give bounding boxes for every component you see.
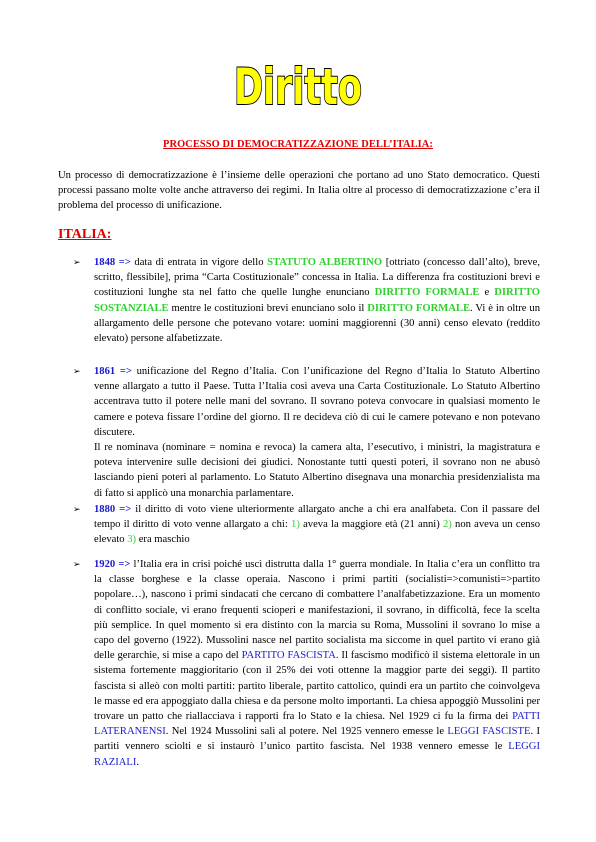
section-heading: ITALIA: — [58, 227, 112, 242]
highlight: PATTI LATERANENSI — [94, 711, 540, 738]
arrow-bullet-icon: ➢ — [73, 504, 81, 514]
item-text-continued: Il re nominava (nominare = nomina e revoca) la camera alta, l’esecutivo, i ministri, la magistratura e poteva intervenire sulle decisioni dei giudici. Nonostante tutti questi poteri, il sovrano non ne abusò lasciando pieni poteri al parlamento. Lo Statuto Albertino disegnava una monarchia presidenzialista ma di fatto si applicò una monarchia parlamentare. — [94, 442, 540, 499]
highlight: PARTITO FASCISTA — [241, 650, 336, 662]
list-number: 1) — [291, 519, 300, 531]
list-item — [58, 364, 540, 501]
highlight: DIRITTO FORMALE — [367, 302, 471, 314]
list-item — [58, 557, 540, 770]
list-number: 3) — [127, 534, 137, 546]
intro-paragraph: Un processo di democratizzazione è l’insieme delle operazioni che portano ad uno Stato democratico. Questi processi passano molte volte anche attraverso dei regimi. In Italia oltre al processo di democratizzazione c’era il problema del processo di unificazione. — [58, 170, 540, 212]
highlight: LEGGI FASCISTE — [447, 726, 531, 738]
item-text: 1880 => il diritto di voto viene ulteriormente allargato anche a chi era analfabeta. Con il passare del tempo il diritto di voto venne allargato a chi: 1) aveva la maggiore età (21 anni) 2) non aveva un censo elevato 3) era maschio — [94, 504, 540, 546]
highlight: DIRITTO FORMALE — [374, 287, 480, 299]
list-number: 2) — [442, 519, 452, 531]
arrow-bullet-icon: ➢ — [73, 257, 81, 267]
item-text: 1861 => unificazione del Regno d’Italia. Con l’unificazione del Regno d’Italia lo Statuto Albertino venne allargato a tutto il Paese. Tutta l’Italia così aveva una Carta Costituzionale. Lo Statuto Albertino accentrava tutto il potere nelle mani del sovrano. Il sovrano poteva convocare in qualsiasi momento le camere e poteva fissare l’ordine del giorno. Il re decideva ciò di cui le camere potevano e non potevano discutere. — [94, 366, 540, 438]
item-year: 1920 => — [94, 559, 131, 570]
item-year: 1880 => — [94, 504, 132, 515]
arrow-bullet-icon: ➢ — [73, 366, 81, 376]
document-subtitle: PROCESSO DI DEMOCRATIZZAZIONE DELL’ITALIA: — [163, 139, 433, 150]
item-text: 1920 => l’Italia era in crisi poiché uscì distrutta dalla 1° guerra mondiale. In Italia c’era un conflitto tra la classe borghese e la classe operaia. Nascono i primi partiti (socialisti=>comunisti=>partito popolare…), nascono i primi sindacati che cercano di combattere l’analfabetizzazione. Era un momento di conflitto sociale, vi erano frequenti scioperi e manifestazioni, il sovrano, in difficoltà, fece la scelta più semplice. In quel momento si era distinto con la marcia su Roma, Mussolini il sovrano lo mise a capo del governo (1922). Mussolini nasce nel partito socialista ma siccome in quel partito vi erano già delle gerarchie, si mise a capo del PARTITO FASCISTA. Il fascismo modificò il sistema elettorale in un sistema fortemente maggioritario (con il 25% dei voti ottenne la maggior parte dei seggi). Il partito fascista si alleò con molti partiti: partito liberale, partito cattolico, quindi era un partito che coinvolgeva le masse ed era appoggiato dalla chiesa e da persone molto importanti. La chiesa appoggiò Mussolini per trovare un patto che riallacciava i rapporti fra lo Stato e la chiesa. Nel 1929 ci fu la firma dei PATTI LATERANENSI. Nel 1924 Mussolini salì al potere. Nel 1925 vennero emesse le LEGGI FASCISTE. I partiti vennero sciolti e si instaurò l’unico partito fascista. Nel 1938 vennero emesse le LEGGI RAZIALI. — [94, 559, 540, 768]
title-logo — [228, 52, 368, 118]
highlight: DIRITTO SOSTANZIALE — [94, 287, 540, 314]
title-text: Diritto — [234, 58, 362, 116]
item-text: 1848 => data di entrata in vigore dello STATUTO ALBERTINO [ottriato (concesso dall’alto), breve, scritto, flessibile], prima “Carta Costituzionale” concessa in Italia. La differenza fra costituzioni brevi e costituzioni lunghe sta nel fatto che quelle lunghe enunciano DIRITTO FORMALE e DIRITTO SOSTANZIALE mentre le costituzioni brevi enunciano solo il DIRITTO FORMALE. Vi è in oltre un allargamento delle persone che potevano votare: uomini maggiorenni (30 anni) censo elevato (reddito elevato) persone alfabetizzate. — [94, 257, 541, 345]
highlight: STATUTO ALBERTINO — [267, 257, 383, 268]
item-year: 1861 => — [94, 366, 132, 377]
arrow-bullet-icon: ➢ — [73, 559, 81, 569]
item-year: 1848 => — [94, 257, 131, 268]
list-item — [58, 502, 540, 548]
list-item — [58, 255, 540, 346]
highlight: LEGGI RAZIALI — [94, 741, 540, 768]
